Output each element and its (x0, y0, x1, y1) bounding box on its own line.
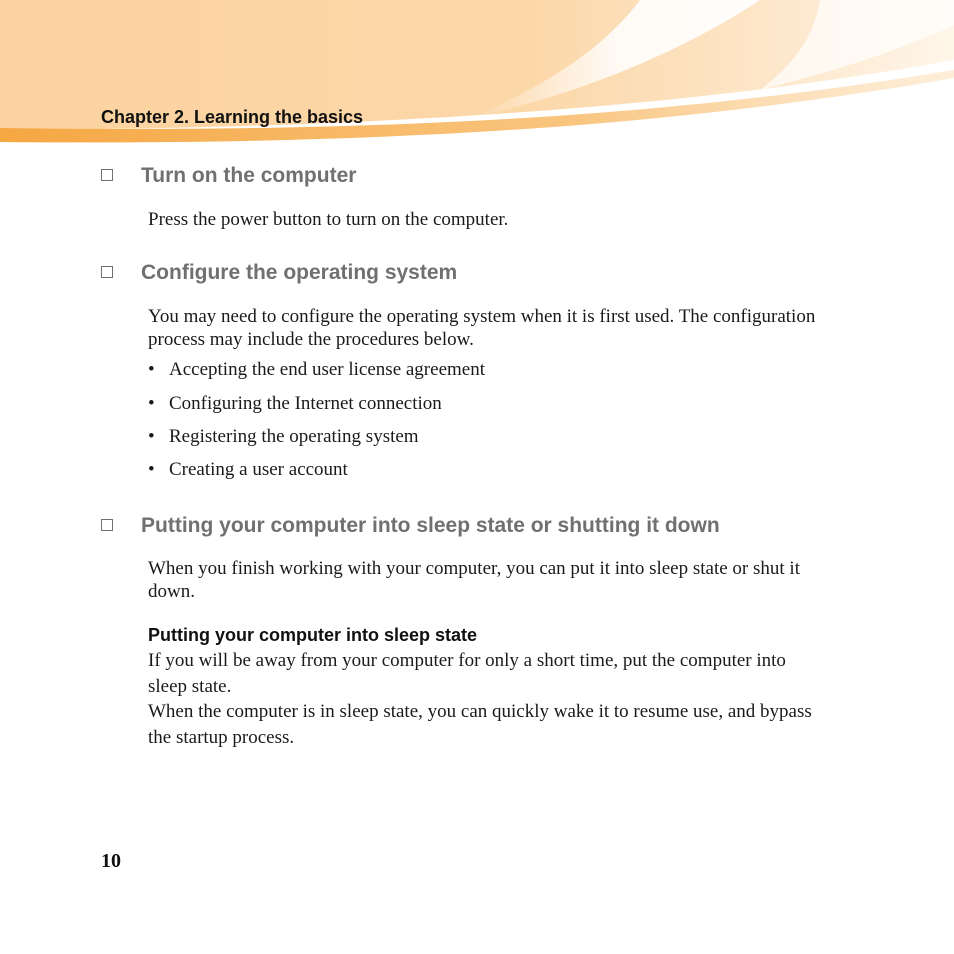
section-heading-text: Configure the operating system (141, 261, 458, 284)
list-item (148, 425, 419, 448)
list-item (148, 358, 485, 381)
square-bullet-icon (101, 169, 113, 181)
section-paragraph: You may need to configure the operating system when it is first used. The configuration process may include the procedures below. (148, 306, 816, 350)
list-item-text: Configuring the Internet connection (169, 393, 442, 414)
bullet-dot-icon: • (148, 459, 155, 480)
bullet-dot-icon: • (148, 359, 155, 380)
list-item (148, 458, 348, 481)
section-heading-turn-on (101, 164, 356, 188)
chapter-title: Chapter 2. Learning the basics (101, 107, 364, 127)
subsection-paragraph: When the computer is in sleep state, you can quickly wake it to resume use, and bypass the startup process. (148, 701, 812, 748)
square-bullet-icon (101, 266, 113, 278)
square-bullet-icon (101, 519, 113, 531)
bullet-dot-icon: • (148, 426, 155, 447)
section-heading-text: Putting your computer into sleep state or shutting it down (141, 514, 720, 537)
section-heading-configure-os (101, 261, 457, 285)
page-number: 10 (101, 850, 121, 872)
bullet-dot-icon: • (148, 393, 155, 414)
list-item-text: Registering the operating system (169, 426, 419, 447)
section-paragraph: Press the power button to turn on the computer. (148, 209, 509, 230)
list-item (148, 392, 442, 415)
section-heading-sleep-shutdown (101, 514, 720, 538)
section-paragraph: When you finish working with your computer, you can put it into sleep state or shut it down. (148, 558, 800, 602)
subsection-heading: Putting your computer into sleep state (148, 625, 478, 645)
section-heading-text: Turn on the computer (141, 164, 357, 187)
list-item-text: Creating a user account (169, 459, 348, 480)
subsection-paragraph: If you will be away from your computer for only a short time, put the computer into sleep state. (148, 650, 786, 697)
list-item-text: Accepting the end user license agreement (169, 359, 485, 380)
